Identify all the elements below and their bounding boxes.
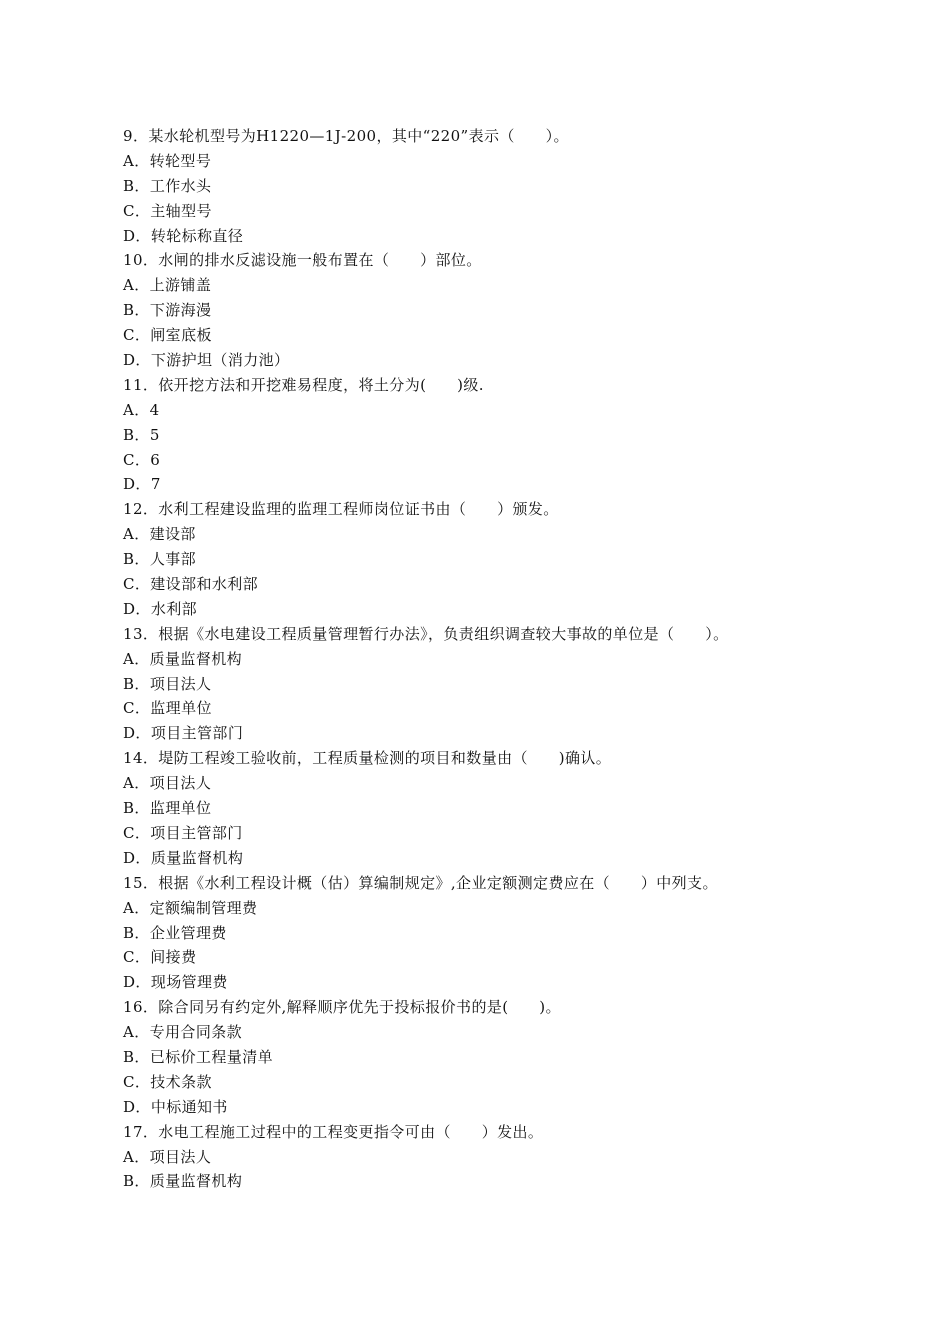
question-14-option-b: B．监理单位 (123, 799, 212, 818)
question-10-stem: 10．水闸的排水反滤设施一般布置在（ ）部位。 (123, 251, 482, 270)
question-11-option-b: B．5 (123, 425, 160, 444)
question-13-option-c: C．监理单位 (123, 699, 212, 718)
question-16-option-b: B．已标价工程量清单 (123, 1047, 274, 1066)
question-10-option-c: C．闸室底板 (123, 326, 212, 345)
question-15-option-d: D．现场管理费 (123, 973, 228, 992)
question-12-option-c: C．建设部和水利部 (123, 575, 259, 594)
question-13-option-b: B．项目法人 (123, 674, 212, 693)
question-17-stem: 17．水电工程施工过程中的工程变更指令可由（ ）发出。 (123, 1122, 544, 1141)
question-17-option-a: A．项目法人 (123, 1147, 212, 1166)
question-13-option-d: D．项目主管部门 (123, 724, 244, 743)
question-14-option-a: A．项目法人 (123, 774, 212, 793)
question-16-option-d: D．中标通知书 (123, 1097, 228, 1116)
question-12-option-a: A．建设部 (123, 525, 196, 544)
question-9-option-a: A．转轮型号 (123, 151, 212, 170)
question-17-option-b: B．质量监督机构 (123, 1172, 243, 1191)
question-10-option-a: A．上游铺盖 (123, 276, 212, 295)
question-9-stem: 9．某水轮机型号为H1220—1J-200，其中“220”表示（ ）。 (123, 127, 569, 145)
question-15-option-b: B．企业管理费 (123, 923, 227, 942)
question-9-option-c: C．主轴型号 (123, 201, 212, 220)
question-11-option-c: C．6 (123, 450, 161, 469)
question-12-option-d: D．水利部 (123, 599, 198, 618)
question-14-stem: 14．堤防工程竣工验收前，工程质量检测的项目和数量由（ )确认。 (123, 749, 612, 768)
question-9-option-d: D．转轮标称直径 (123, 226, 244, 245)
question-10-option-d: D．下游护坦（消力池） (123, 351, 290, 370)
question-16-option-c: C．技术条款 (123, 1072, 212, 1091)
question-15-stem: 15．根据《水利工程设计概（估）算编制规定》,企业定额测定费应在（ ）中列支。 (123, 873, 718, 892)
question-14-option-c: C．项目主管部门 (123, 823, 243, 842)
question-16-stem: 16．除合同另有约定外,解释顺序优先于投标报价书的是( )。 (123, 998, 561, 1017)
question-11-option-a: A．4 (123, 400, 160, 419)
question-9-option-b: B．工作水头 (123, 176, 212, 195)
question-15-option-a: A．定额编制管理费 (123, 898, 258, 917)
question-15-option-c: C．间接费 (123, 948, 197, 967)
question-12-option-b: B．人事部 (123, 550, 197, 569)
question-10-option-b: B．下游海漫 (123, 301, 212, 320)
question-11-stem: 11．依开挖方法和开挖难易程度，将土分为( )级. (123, 375, 484, 394)
question-12-stem: 12．水利工程建设监理的监理工程师岗位证书由（ ）颁发。 (123, 500, 559, 519)
question-14-option-d: D．质量监督机构 (123, 848, 244, 867)
question-11-option-d: D．7 (123, 475, 161, 494)
question-13-option-a: A．质量监督机构 (123, 649, 243, 668)
question-13-stem: 13．根据《水电建设工程质量管理暂行办法》，负责组织调查较大事故的单位是（ ）。 (123, 624, 729, 643)
document-page (123, 124, 883, 1194)
question-16-option-a: A．专用合同条款 (123, 1023, 243, 1042)
